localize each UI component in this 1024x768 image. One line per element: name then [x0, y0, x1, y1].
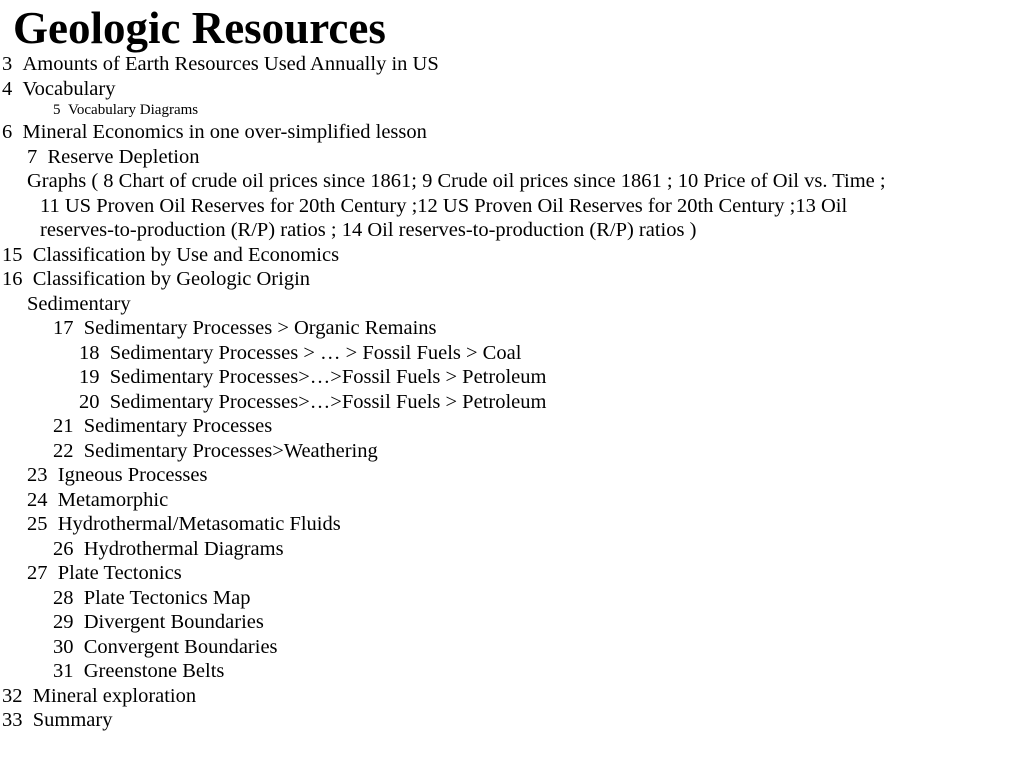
toc-item-15[interactable] [2, 243, 339, 267]
toc-item-number: 24 [27, 489, 48, 511]
toc-item-27[interactable] [27, 561, 182, 585]
toc-item-26[interactable] [53, 537, 284, 561]
toc-item-24[interactable] [27, 488, 168, 512]
toc-item-label: Plate Tectonics [57, 562, 182, 584]
toc-item-28[interactable] [53, 586, 250, 610]
toc-item-label: Igneous Processes [57, 464, 208, 486]
toc-item-number: 31 [53, 660, 74, 682]
toc-item-33[interactable] [2, 708, 112, 732]
toc-item-4[interactable] [2, 77, 115, 101]
toc-item-label: Reserve Depletion [47, 146, 200, 168]
toc-item-label: Plate Tectonics Map [83, 587, 251, 609]
toc-item-5[interactable] [53, 101, 198, 119]
toc-item-label: Hydrothermal Diagrams [83, 538, 284, 560]
toc-graphs-line-1[interactable]: Graphs ( 8 Chart of crude oil prices since 1861; 9 Crude oil prices since 1861 ; 10 Price of Oil vs. Time ; [27, 170, 886, 192]
toc-item-32[interactable] [2, 684, 196, 708]
toc-item-number: 4 [2, 78, 13, 100]
toc-item-label: Amounts of Earth Resources Used Annually in US [22, 53, 439, 75]
toc-item-label: Sedimentary Processes > Organic Remains [83, 317, 437, 339]
toc-item-label: Sedimentary Processes > … > Fossil Fuels > Coal [109, 342, 522, 364]
toc-item-number: 33 [2, 709, 23, 731]
toc-item-number: 28 [53, 587, 74, 609]
toc-item-16[interactable] [2, 267, 310, 291]
toc-item-number: 21 [53, 415, 74, 437]
toc-item-number: 5 [53, 102, 61, 118]
toc-graphs-line-3[interactable]: reserves-to-production (R/P) ratios ; 14 Oil reserves-to-production (R/P) ratios ) [40, 219, 697, 241]
toc-item-31[interactable] [53, 659, 224, 683]
toc-item-label: Sedimentary Processes>Weathering [83, 440, 378, 462]
toc-item-25[interactable] [27, 512, 341, 536]
toc-item-label: Greenstone Belts [83, 660, 225, 682]
toc-item-label: Vocabulary [22, 78, 116, 100]
toc-item-number: 26 [53, 538, 74, 560]
toc-item-number: 30 [53, 636, 74, 658]
toc-item-label: Vocabulary Diagrams [68, 102, 199, 118]
toc-item-20[interactable] [79, 390, 546, 414]
toc-item-19[interactable] [79, 365, 546, 389]
toc-item-18[interactable] [79, 341, 521, 365]
toc-item-23[interactable] [27, 463, 208, 487]
toc-item-label: Mineral Economics in one over-simplified lesson [22, 121, 427, 143]
toc-item-label: Convergent Boundaries [83, 636, 278, 658]
toc-item-30[interactable] [53, 635, 278, 659]
toc-item-label: Mineral exploration [32, 685, 197, 707]
toc-item-label: Divergent Boundaries [83, 611, 264, 633]
toc-item-number: 7 [27, 146, 38, 168]
toc-item-number: 27 [27, 562, 48, 584]
toc-item-21[interactable] [53, 414, 272, 438]
toc-item-number: 19 [79, 366, 100, 388]
toc-item-22[interactable] [53, 439, 378, 463]
toc-item-number: 6 [2, 121, 13, 143]
toc-item-number: 3 [2, 53, 13, 75]
toc-item-number: 20 [79, 391, 100, 413]
toc-item-7[interactable] [27, 145, 200, 169]
toc-item-number: 25 [27, 513, 48, 535]
toc-item-6[interactable] [2, 120, 427, 144]
toc-item-label: Metamorphic [57, 489, 169, 511]
toc-item-17[interactable] [53, 316, 437, 340]
toc-item-number: 16 [2, 268, 23, 290]
toc-item-number: 15 [2, 244, 23, 266]
toc-item-number: 18 [79, 342, 100, 364]
toc-item-label: Sedimentary Processes [83, 415, 273, 437]
toc-item-label: Sedimentary Processes>…>Fossil Fuels > Petroleum [109, 391, 547, 413]
toc-item-number: 17 [53, 317, 74, 339]
toc-item-number: 32 [2, 685, 23, 707]
toc-item-label: Classification by Use and Economics [32, 244, 340, 266]
toc-item-3[interactable] [2, 52, 439, 76]
toc-item-number: 23 [27, 464, 48, 486]
toc-item-label: Hydrothermal/Metasomatic Fluids [57, 513, 341, 535]
toc-item-label: Classification by Geologic Origin [32, 268, 311, 290]
toc-heading-sedimentary: Sedimentary [27, 293, 131, 315]
toc-graphs-line-2[interactable]: 11 US Proven Oil Reserves for 20th Century ;12 US Proven Oil Reserves for 20th Century ;13 Oil [40, 195, 848, 217]
toc-item-29[interactable] [53, 610, 264, 634]
page-title: Geologic Resources [13, 3, 386, 53]
toc-item-label: Sedimentary Processes>…>Fossil Fuels > Petroleum [109, 366, 547, 388]
toc-item-number: 22 [53, 440, 74, 462]
toc-item-label: Summary [32, 709, 113, 731]
toc-item-number: 29 [53, 611, 74, 633]
